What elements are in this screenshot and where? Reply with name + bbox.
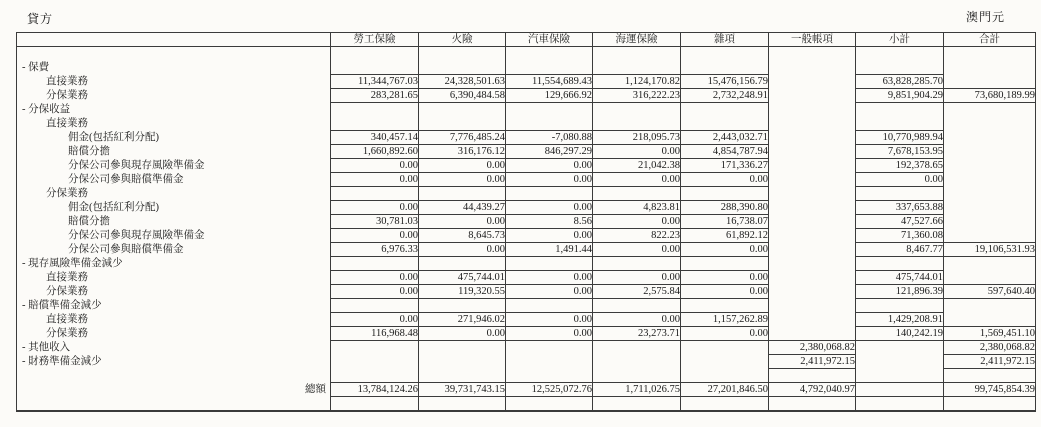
cell-empty [769,187,856,201]
cell-empty [856,299,944,313]
cell-empty [419,103,506,117]
cell-empty [419,61,506,75]
cell-empty [331,355,419,369]
cell-value: 0.00 [681,285,769,299]
cell-value: 2,443,032.71 [681,131,769,145]
cell-empty [856,187,944,201]
cell-empty [944,397,1036,411]
cell-value: 140,242.19 [856,327,944,341]
cell-empty [944,159,1036,173]
row-label [17,397,331,411]
cell-value: 1,711,026.75 [593,383,681,397]
row-label: 直接業務 [46,118,88,129]
cell-empty [856,103,944,117]
cell-value: 0.00 [419,243,506,257]
cell-value: 0.00 [681,327,769,341]
table-row [17,369,1036,383]
cell-value: 21,042.38 [593,159,681,173]
table-row [17,313,1036,327]
row-label: - 財務準備金減少 [22,356,102,367]
cell-empty [681,47,769,61]
cell-value: 44,439.27 [419,201,506,215]
cell-value: 0.00 [681,243,769,257]
table-body [17,47,1036,411]
cell-empty [944,173,1036,187]
cell-empty [331,117,419,131]
cell-empty [419,299,506,313]
cell-empty [856,117,944,131]
cell-value: 0.00 [593,173,681,187]
cell-value: 2,411,972.15 [769,355,856,369]
cell-empty [506,341,593,355]
cell-value: 6,976.33 [331,243,419,257]
cell-empty [593,369,681,383]
table-row [17,159,1036,173]
cell-value: 0.00 [506,327,593,341]
row-label: 賠償分擔 [68,216,110,227]
cell-empty [769,257,856,271]
currency-unit-label: 澳門元 [965,10,1005,24]
cell-value: 121,896.39 [856,285,944,299]
row-label: - 保費 [22,62,50,73]
cell-value: 4,823.81 [593,201,681,215]
cell-value: 0.00 [331,285,419,299]
column-header-marine-insurance: 海運保險 [593,33,681,47]
cell-value: 4,792,040.97 [769,383,856,397]
cell-value: 1,569,451.10 [944,327,1036,341]
cell-value: 0.00 [593,313,681,327]
cell-value: 2,575.84 [593,285,681,299]
cell-empty [681,103,769,117]
cell-empty [506,257,593,271]
cell-value: 1,157,262.89 [681,313,769,327]
cell-empty [419,117,506,131]
cell-empty [593,61,681,75]
row-label: 直接業務 [46,314,88,325]
cell-value: 2,411,972.15 [944,355,1036,369]
cell-value: 27,201,846.50 [681,383,769,397]
cell-value: 9,851,904.29 [856,89,944,103]
cell-value: 0.00 [419,327,506,341]
row-label: 賠償分擔 [68,146,110,157]
cell-empty [769,397,856,411]
cell-empty [681,299,769,313]
cell-empty [593,187,681,201]
cell-value: 2,732,248.91 [681,89,769,103]
cell-value: 99,745,854.39 [944,383,1036,397]
cell-empty [331,257,419,271]
cell-value: 39,731,743.15 [419,383,506,397]
table-row [17,75,1036,89]
cell-empty [769,369,856,383]
cell-value: 0.00 [506,271,593,285]
spacer-row [17,397,1036,411]
cell-empty [506,397,593,411]
cell-empty [769,229,856,243]
cell-value: 119,320.55 [419,285,506,299]
cell-empty [331,341,419,355]
cell-empty [856,61,944,75]
credit-side-label: 貸方 [27,12,54,26]
row-label: 分保業務 [46,286,88,297]
cell-value: 337,653.88 [856,201,944,215]
cell-value: 129,666.92 [506,89,593,103]
total-row-label: 總額 [305,384,326,395]
cell-empty [331,47,419,61]
table-row [17,243,1036,257]
cell-empty [769,75,856,89]
cell-value: 0.00 [331,159,419,173]
cell-empty [944,229,1036,243]
cell-empty [769,159,856,173]
column-header-auto-insurance: 汽車保險 [506,33,593,47]
cell-value: 316,176.12 [419,145,506,159]
cell-empty [769,173,856,187]
cell-value: 0.00 [331,313,419,327]
cell-value: 0.00 [593,215,681,229]
table-row [17,131,1036,145]
row-label: 分保公司參與現存風險準備金 [68,160,205,171]
row-label [17,369,331,383]
cell-value: 846,297.29 [506,145,593,159]
cell-empty [769,201,856,215]
cell-empty [944,299,1036,313]
cell-empty [769,89,856,103]
cell-empty [681,397,769,411]
cell-value: 24,328,501.63 [419,75,506,89]
cell-value: 63,828,285.70 [856,75,944,89]
cell-value: 30,781.03 [331,215,419,229]
row-label: 分保業務 [46,90,88,101]
cell-empty [944,215,1036,229]
cell-empty [944,131,1036,145]
cell-value: 0.00 [419,159,506,173]
cell-empty [856,397,944,411]
cell-empty [506,369,593,383]
cell-value: 0.00 [419,215,506,229]
cell-value: 475,744.01 [856,271,944,285]
cell-empty [681,257,769,271]
credit-ledger-table [16,32,1036,412]
cell-value: 271,946.02 [419,313,506,327]
cell-empty [944,103,1036,117]
cell-empty [681,369,769,383]
total-row [17,383,1036,397]
cell-empty [769,299,856,313]
cell-value: 2,380,068.82 [769,341,856,355]
cell-value: 8,467.77 [856,243,944,257]
cell-value: 0.00 [331,201,419,215]
cell-empty [593,397,681,411]
cell-empty [944,47,1036,61]
cell-empty [419,47,506,61]
cell-empty [506,117,593,131]
table-row [17,229,1036,243]
cell-value: 475,744.01 [419,271,506,285]
cell-empty [944,117,1036,131]
cell-value: 73,680,189.99 [944,89,1036,103]
cell-empty [506,187,593,201]
cell-value: 0.00 [593,145,681,159]
cell-value: 116,968.48 [331,327,419,341]
cell-empty [944,61,1036,75]
table-row [17,47,1036,61]
cell-empty [506,47,593,61]
cell-empty [769,117,856,131]
cell-empty [856,369,944,383]
row-label: - 現存風險準備金減少 [22,258,123,269]
cell-empty [856,355,944,369]
cell-empty [419,257,506,271]
table-row [17,145,1036,159]
label-column-header [17,33,331,47]
cell-empty [769,215,856,229]
row-label: - 其他收入 [22,342,71,353]
table-row [17,173,1036,187]
cell-value: 288,390.80 [681,201,769,215]
cell-empty [681,61,769,75]
cell-value: 0.00 [593,271,681,285]
cell-value: 1,491.44 [506,243,593,257]
cell-value: 6,390,484.58 [419,89,506,103]
cell-value: 218,095.73 [593,131,681,145]
cell-empty [593,117,681,131]
cell-value: 822.23 [593,229,681,243]
cell-value: 8.56 [506,215,593,229]
cell-empty [769,327,856,341]
cell-empty [506,103,593,117]
cell-empty [944,201,1036,215]
column-header-labor-insurance: 勞工保險 [331,33,419,47]
cell-value: 8,645.73 [419,229,506,243]
table-row [17,299,1036,313]
column-header-subtotal: 小計 [856,33,944,47]
table-row [17,341,1036,355]
table-row [17,257,1036,271]
cell-value: 0.00 [331,271,419,285]
cell-empty [944,187,1036,201]
row-label: 佣金(包括紅利分配) [68,202,159,213]
cell-empty [944,271,1036,285]
cell-value: 11,554,689.43 [506,75,593,89]
cell-empty [769,243,856,257]
cell-empty [593,47,681,61]
cell-empty [944,313,1036,327]
cell-value: 0.00 [419,173,506,187]
cell-value: 7,776,485.24 [419,131,506,145]
cell-empty [593,341,681,355]
column-header-fire-insurance: 火險 [419,33,506,47]
cell-empty [769,271,856,285]
cell-value: -7,080.88 [506,131,593,145]
table-row [17,201,1036,215]
table-row [17,117,1036,131]
cell-value: 15,476,156.79 [681,75,769,89]
cell-empty [856,383,944,397]
cell-value: 2,380,068.82 [944,341,1036,355]
cell-value: 61,892.12 [681,229,769,243]
cell-empty [506,299,593,313]
cell-value: 12,525,072.76 [506,383,593,397]
cell-value: 340,457.14 [331,131,419,145]
row-label: 分保公司參與現存風險準備金 [68,230,205,241]
cell-empty [681,355,769,369]
cell-value: 0.00 [506,201,593,215]
cell-empty [331,61,419,75]
cell-value: 23,273.71 [593,327,681,341]
cell-value: 0.00 [506,229,593,243]
cell-value: 10,770,989.94 [856,131,944,145]
cell-empty [331,103,419,117]
table-row [17,103,1036,117]
cell-empty [331,369,419,383]
cell-empty [681,341,769,355]
cell-empty [769,131,856,145]
cell-value: 71,360.08 [856,229,944,243]
table-row [17,355,1036,369]
cell-value: 192,378.65 [856,159,944,173]
row-label: 分保公司參與賠償準備金 [68,244,184,255]
cell-empty [331,397,419,411]
table-row [17,285,1036,299]
cell-value: 0.00 [506,173,593,187]
cell-value: 0.00 [506,159,593,173]
cell-empty [856,341,944,355]
cell-empty [419,397,506,411]
cell-empty [769,103,856,117]
row-label [17,47,331,61]
cell-value: 16,738.07 [681,215,769,229]
cell-value: 0.00 [856,173,944,187]
cell-empty [856,47,944,61]
cell-value: 7,678,153.95 [856,145,944,159]
table-row [17,89,1036,103]
cell-empty [593,299,681,313]
table-row [17,215,1036,229]
cell-value: 0.00 [506,285,593,299]
cell-empty [856,257,944,271]
cell-empty [593,103,681,117]
cell-empty [419,355,506,369]
header-row [17,33,1036,47]
row-label: 分保業務 [46,188,88,199]
row-label: 直接業務 [46,272,88,283]
cell-value: 597,640.40 [944,285,1036,299]
cell-value: 0.00 [331,229,419,243]
cell-empty [769,145,856,159]
cell-value: 0.00 [681,271,769,285]
row-label: 佣金(包括紅利分配) [68,132,159,143]
cell-empty [769,61,856,75]
cell-empty [419,187,506,201]
cell-empty [944,145,1036,159]
column-header-miscellaneous: 雜項 [681,33,769,47]
row-label: 分保業務 [46,328,88,339]
cell-empty [593,257,681,271]
cell-value: 1,429,208.91 [856,313,944,327]
cell-empty [506,61,593,75]
cell-value: 316,222.23 [593,89,681,103]
cell-empty [506,355,593,369]
table-row [17,327,1036,341]
cell-value: 1,660,892.60 [331,145,419,159]
row-label: 分保公司參與賠償準備金 [68,174,184,185]
column-header-grand-total: 合計 [944,33,1036,47]
column-header-general-accounts: 一般帳項 [769,33,856,47]
cell-empty [331,299,419,313]
table-row [17,187,1036,201]
cell-value: 11,344,767.03 [331,75,419,89]
cell-value: 0.00 [593,243,681,257]
cell-empty [944,75,1036,89]
cell-empty [593,355,681,369]
cell-value: 0.00 [681,173,769,187]
cell-empty [681,187,769,201]
cell-empty [944,369,1036,383]
cell-empty [331,187,419,201]
cell-empty [681,117,769,131]
table-row [17,61,1036,75]
cell-empty [769,47,856,61]
cell-value: 171,336.27 [681,159,769,173]
cell-empty [769,313,856,327]
cell-empty [419,341,506,355]
cell-value: 4,854,787.94 [681,145,769,159]
cell-empty [419,369,506,383]
cell-value: 13,784,124.26 [331,383,419,397]
cell-value: 19,106,531.93 [944,243,1036,257]
cell-empty [769,285,856,299]
cell-value: 0.00 [506,313,593,327]
cell-empty [944,257,1036,271]
row-label: 直接業務 [46,76,88,87]
row-label: - 賠償準備金減少 [22,300,102,311]
cell-value: 0.00 [331,173,419,187]
cell-value: 1,124,170.82 [593,75,681,89]
cell-value: 283,281.65 [331,89,419,103]
cell-value: 47,527.66 [856,215,944,229]
table-row [17,271,1036,285]
row-label: - 分保收益 [22,104,71,115]
